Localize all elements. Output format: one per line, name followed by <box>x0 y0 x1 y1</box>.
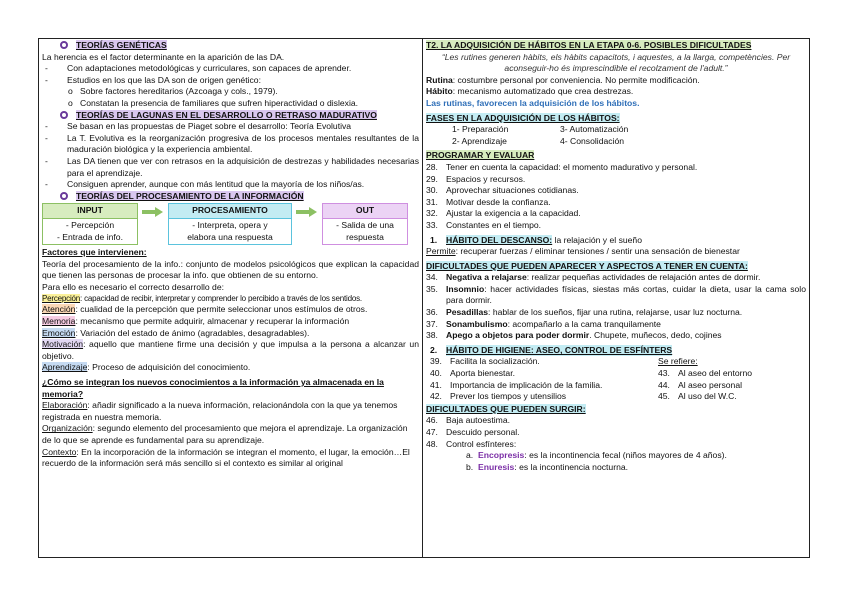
list-subitem: a. Encopresis: es la incontinencia fecal (niños mayores de 4 años). <box>466 450 727 461</box>
habito-definition: Hábito: mecanismo automatizado que crea destrezas. <box>426 86 634 97</box>
list-item: 30. Aprovechar situaciones cotidianas. <box>426 185 579 196</box>
list-item: - Se basan en las propuestas de Piaget sobre el desarrollo: Teoría Evolutiva <box>45 121 352 132</box>
genetic-title: TEORÍAS GENÉTICAS <box>76 40 167 50</box>
factor-percepcion: Percepción: capacidad de recibir, interpretar y comprender lo percibido a través de los sentidos. <box>42 293 362 303</box>
right-column <box>423 39 809 557</box>
lagunas-title: TEORÍAS DE LAGUNAS EN EL DESARROLLO O RETRASO MADURATIVO <box>76 109 377 120</box>
descanso-heading: 1. HÁBITO DEL DESCANSO: la relajación y el sueño <box>430 234 642 245</box>
higiene-heading: 2. HÁBITO DE HIGIENE: ASEO, CONTROL DE ESFÍNTERS <box>430 344 673 355</box>
process-flow-diagram <box>42 203 419 245</box>
circle-bullet-icon <box>60 111 68 119</box>
list-item: 46. Baja autoestima. <box>426 415 511 426</box>
list-item: - Las DA tienen que ver con retrasos en la adquisición de destrezas y habilidades necesarias para el aprendizaje. <box>45 155 419 178</box>
integration-question: ¿Cómo se integran los nuevos conocimientos a la información ya almacenada en la memoria? <box>42 376 384 399</box>
factor-aprendizaje: Aprendizaje: Proceso de adquisición del conocimiento. <box>42 362 251 373</box>
list-item: 44. Al aseo personal <box>658 379 743 390</box>
list-item: 37. Sonambulismo: acompañarlo a la cama tranquilamente <box>426 318 661 329</box>
factor-atencion: Atención: cualidad de la percepción que permite seleccionar unos estímulos de otros. <box>42 304 368 315</box>
factor-motivacion: Motivación: aquello que mantiene firme una decisión y que impulsa a la persona a alcanzar un objetivo. <box>42 339 419 361</box>
higiene-lists <box>426 356 806 402</box>
list-item: 47. Descuido personal. <box>426 427 520 437</box>
factor-emocion: Emoción: Variación del estado de ánimo (agradables, desagradables). <box>42 327 310 338</box>
arrow-right-icon <box>296 207 318 217</box>
integration-organizacion: Organización: segundo elemento del procesamiento que mejora el aprendizaje. La organización de lo que se aprende es fundamental para su aprendizaje. <box>42 423 408 445</box>
list-item: - La T. Evolutiva es la reorganización progresiva de los procesos mentales resultantes de la maduración biológica y la experiencia ambiental. <box>45 132 419 155</box>
list-item: 42. Prever los tiempos y utensilios <box>430 391 567 402</box>
list-item: - Consiguen aprender, aunque con más lentitud que la mayoría de los niños/as. <box>45 179 365 190</box>
list-item: 45. Al uso del W.C. <box>658 391 737 402</box>
factor-memoria: Memoria: mecanismo que permite adquirir, almacenar y recuperar la información <box>42 316 350 327</box>
permite-line: Permite: recuperar fuerzas / eliminar tensiones / sentir una sensación de bienestar <box>426 246 740 257</box>
rutinas-favor: Las rutinas, favorecen la adquisición de los hábitos. <box>426 97 640 108</box>
circle-bullet-icon <box>60 41 68 49</box>
list-item: 35. Insomnio: hacer actividades físicas, siestas más cortas, cuidar la dieta, usar la cama solo para dormir. <box>426 283 806 306</box>
factors-intro: Teoría del procesamiento de la info.: conjunto de modelos psicológicos que explican la capacidad que tienen las personas de procesar la info. que obtienen de su entorno. <box>42 258 419 281</box>
list-item: 41. Importancia de implicación de la familia. <box>430 379 603 390</box>
surgir-heading: DIFICULTADES QUE PUEDEN SURGIR: <box>426 403 586 414</box>
list-item: 40. Aporta bienestar. <box>430 368 515 379</box>
higiene-right-list <box>658 356 806 402</box>
list-item: 36. Pesadillas: hablar de los sueños, fijar una rutina, relajarse, usar luz nocturna. <box>426 307 743 318</box>
document-page <box>38 38 810 558</box>
chapter-title: T2. LA ADQUISICIÓN DE HÁBITOS EN LA ETAPA 0-6. POSIBLES DIFICULTADES <box>426 40 752 50</box>
proc-heading <box>42 191 419 203</box>
integration-elaboracion: Elaboración: añadir significado a la nueva información, relacionándola con la que ya tenemos registrada en nuestra memoria. <box>42 400 398 422</box>
proc-title: TEORÍAS DEL PROCESAMIENTO DE LA INFORMACIÓN <box>76 190 304 201</box>
quote: “Les rutines generen hàbits, els hàbits capacitots, i aquestes, a la llarga, competències. Per aconseguir-ho és imprescindible el recolzament de l'adult.” <box>441 51 791 74</box>
dif-heading: DIFICULTADES QUE PUEDEN APARECER Y ASPECTOS A TENER EN CUENTA: <box>426 260 748 271</box>
list-item: 33. Constantes en el tiempo. <box>426 219 542 230</box>
list-item: - Estudios en los que las DA son de origen genético: <box>45 74 261 85</box>
list-item: 31. Motivar desde la confianza. <box>426 196 551 207</box>
input-box: INPUT - Percepción - Entrada de info. <box>42 203 138 245</box>
phases-row: 1- Preparación 3- Automatización <box>452 124 629 135</box>
list-subitem: o Constatan la presencia de familiares que sufren hiperactividad o dislexia. <box>68 97 359 108</box>
program-heading: PROGRAMAR Y EVALUAR <box>426 150 535 161</box>
circle-bullet-icon <box>60 192 68 200</box>
out-box: OUT - Salida de una respuesta <box>322 203 408 245</box>
factors-title: Factores que intervienen: <box>42 247 147 258</box>
genetic-intro: La herencia es el factor determinante en la aparición de las DA. <box>42 51 285 62</box>
rutina-definition: Rutina: costumbre personal por conveniencia. No permite modificación. <box>426 74 700 85</box>
left-column <box>39 39 423 557</box>
list-item: 29. Espacios y recursos. <box>426 173 526 184</box>
list-item: 28. Tener en cuenta la capacidad: el momento madurativo y personal. <box>426 161 698 172</box>
lagunas-heading <box>42 110 419 122</box>
list-item: 39. Facilita la socialización. <box>430 356 540 367</box>
genetic-heading <box>42 40 419 52</box>
factors-need: Para ello es necesario el correcto desarrollo de: <box>42 282 224 293</box>
phases-row: 2- Aprendizaje 4- Consolidación <box>452 135 625 146</box>
list-item: 32. Ajustar la exigencia a la capacidad. <box>426 208 581 219</box>
higiene-left-list <box>426 356 658 402</box>
list-item: 43. Al aseo del entorno <box>658 368 753 379</box>
phases-heading: FASES EN LA ADQUISICIÓN DE LOS HÁBITOS: <box>426 112 620 123</box>
list-subitem: b. Enuresis: es la incontinencia nocturna. <box>466 461 629 472</box>
processing-box: PROCESAMIENTO - Interpreta, opera y elabora una respuesta <box>168 203 292 245</box>
se-refiere-label: Se refiere: <box>658 356 698 367</box>
list-item: 48. Control esfínteres: <box>426 438 517 449</box>
list-item: 38. Apego a objetos para poder dormir. Chupete, muñecos, dedo, cojines <box>426 330 722 341</box>
arrow-right-icon <box>142 207 164 217</box>
integration-contexto: Contexto: En la incorporación de la información se integran el momento, el lugar, la emoción…El recuerdo de la información será más sencillo si el contexto es similar al original <box>42 446 410 469</box>
list-subitem: o Sobre factores hereditarios (Azcoaga y cols., 1979). <box>68 86 278 97</box>
list-item: 34. Negativa a relajarse: realizar pequeñas actividades de relajación antes de dormir. <box>426 272 761 283</box>
list-item: - Con adaptaciones metodológicas y curriculares, son capaces de aprender. <box>45 63 352 74</box>
